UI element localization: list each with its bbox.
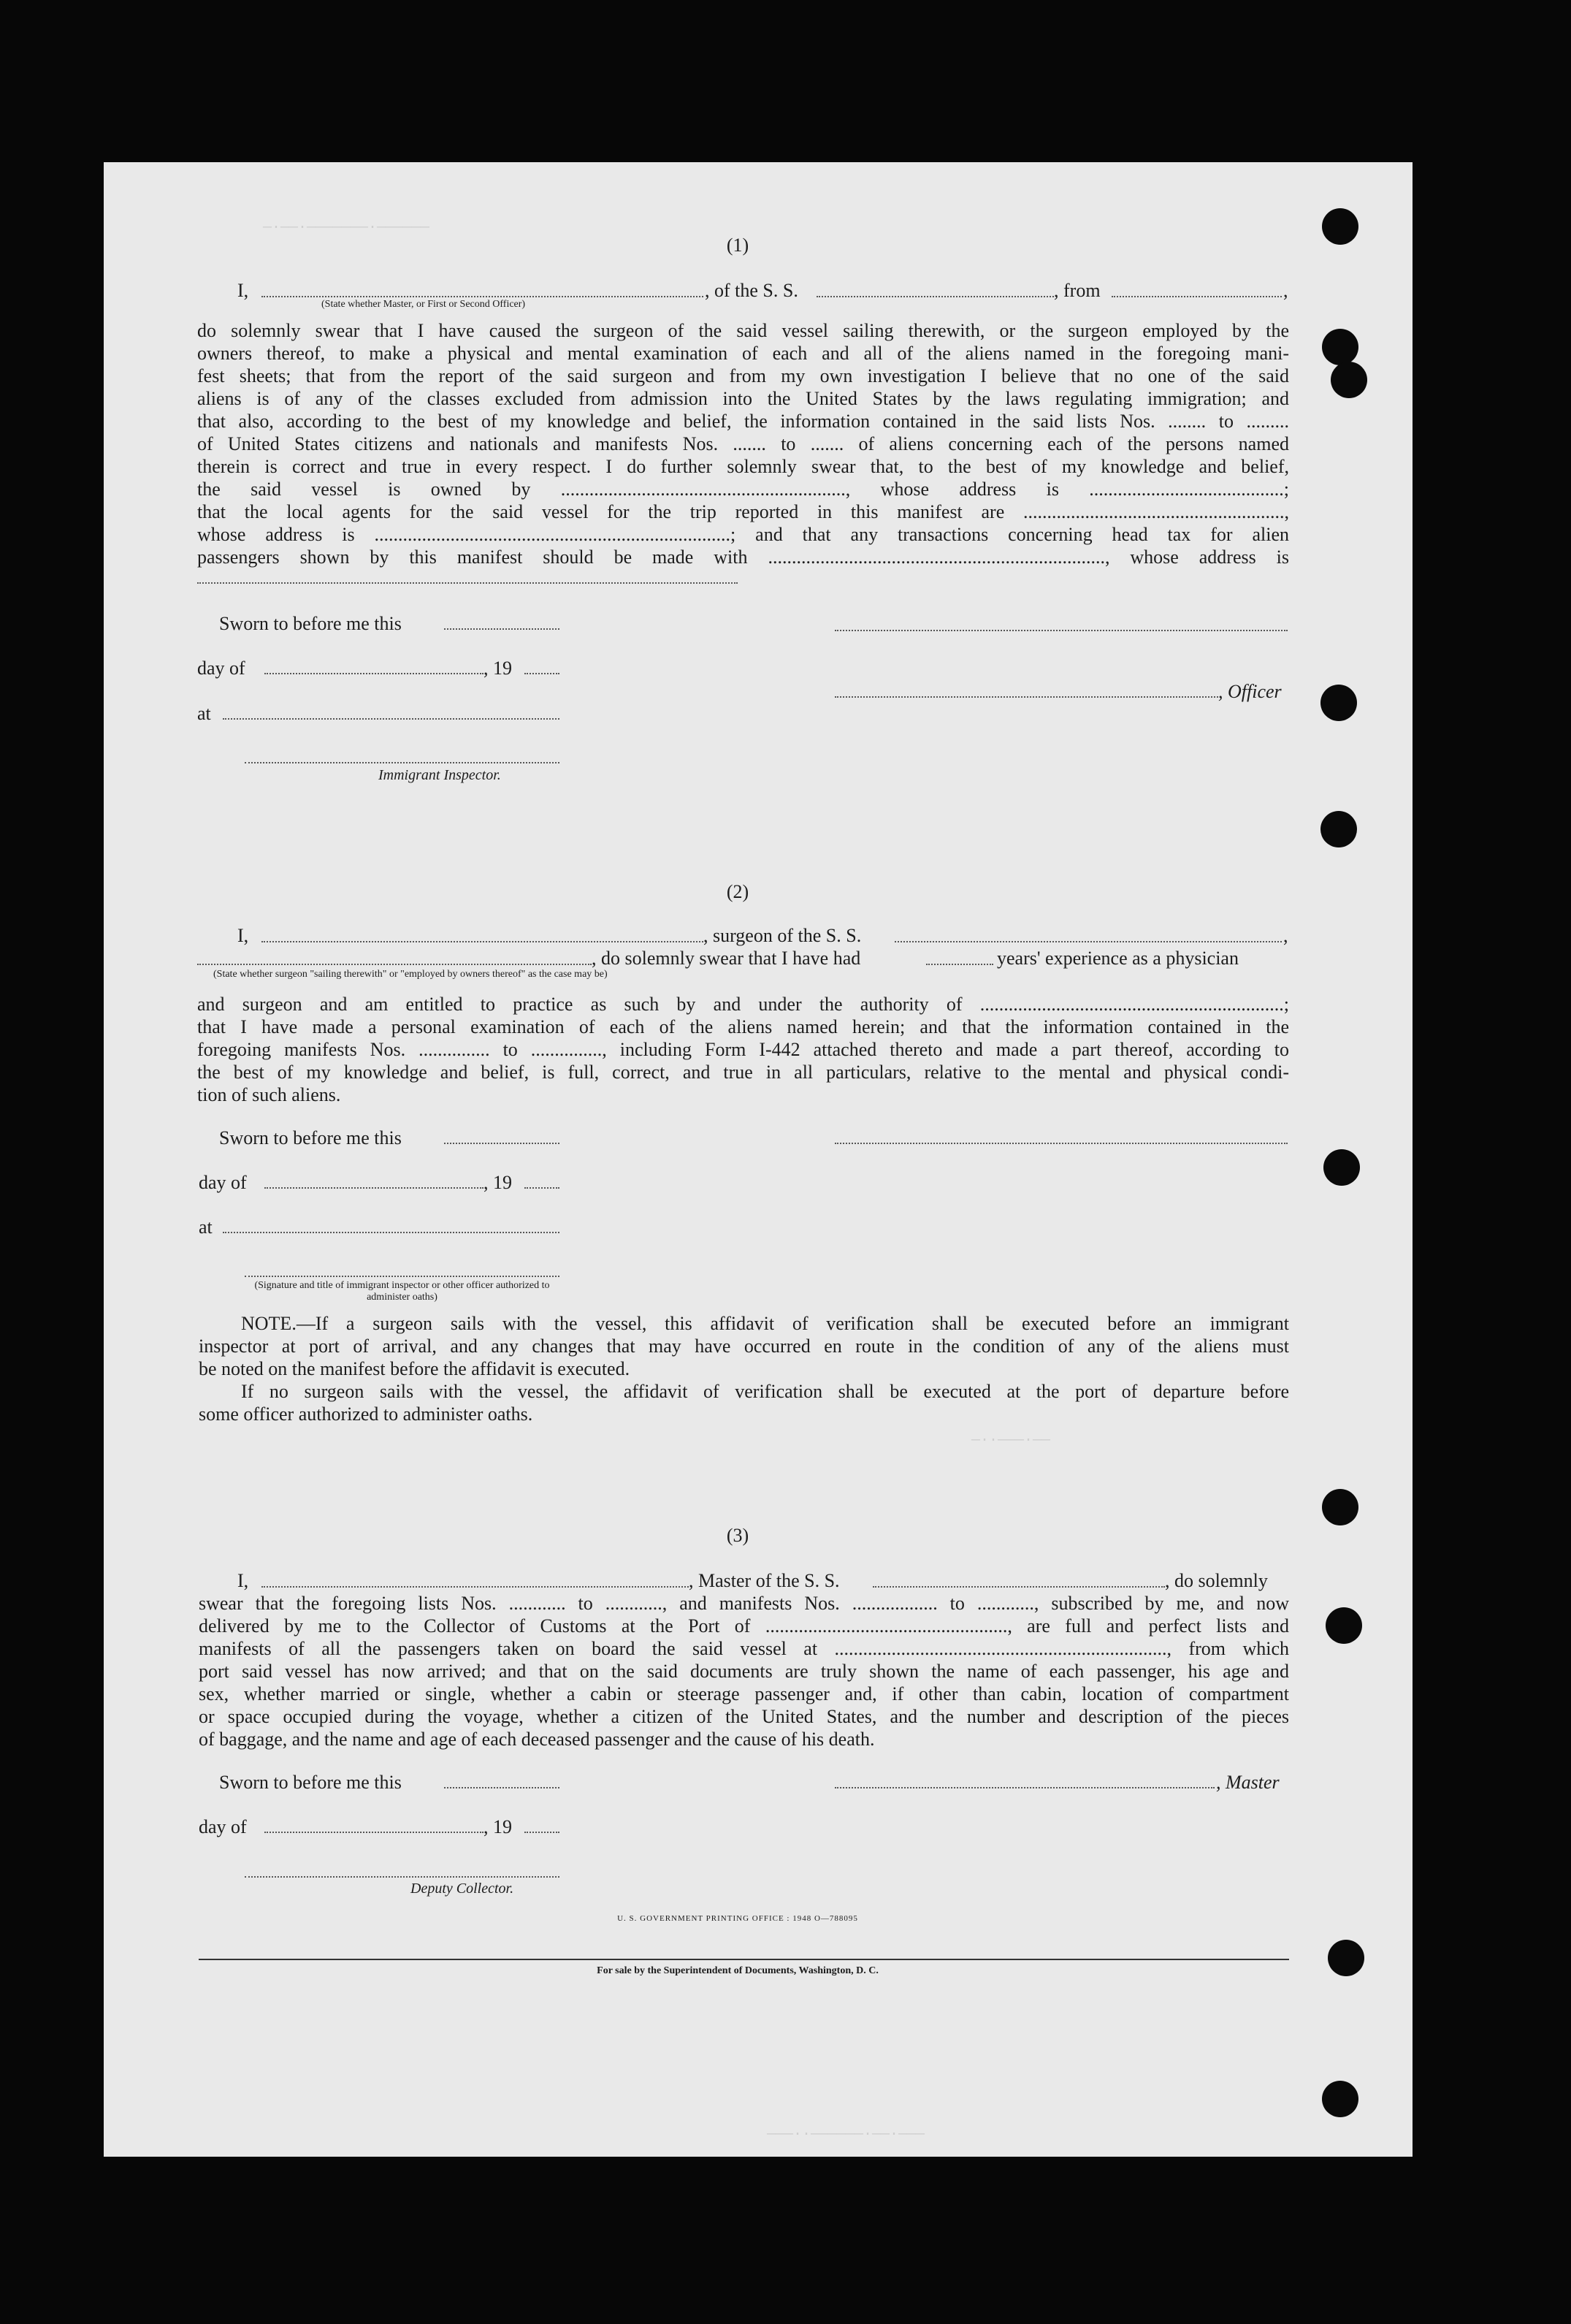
bleed-through-text: ———··——————·——·——— xyxy=(767,2126,925,2143)
master-vessel-field[interactable] xyxy=(873,1586,1165,1588)
surgeon-type-field[interactable] xyxy=(197,964,592,965)
body-line: fest sheets; that from the report of the said surgeon and from my own investigation I believe that no one of the said xyxy=(197,365,1289,386)
section-number: (2) xyxy=(726,881,749,902)
binder-hole xyxy=(1322,1489,1358,1525)
body-line: that the local agents for the said vessel for the trip reported in this manifest are ......................................................., xyxy=(197,501,1289,522)
note-line: NOTE.—If a surgeon sails with the vessel, this affidavit of verification shall be executed before an immigrant xyxy=(241,1313,1289,1334)
inspector-label: Immigrant Inspector. xyxy=(378,767,501,783)
body-line: do solemnly swear that I have caused the surgeon of the said vessel sailing therewith, or the surgeon employed by the xyxy=(197,320,1289,341)
binder-hole xyxy=(1322,329,1358,365)
deputy-label: Deputy Collector. xyxy=(410,1881,514,1897)
year-field[interactable] xyxy=(524,1832,559,1833)
officer-signature-field[interactable] xyxy=(835,696,1218,698)
place-field[interactable] xyxy=(223,718,559,720)
binder-hole xyxy=(1323,1149,1360,1186)
surgeon-of-label: , surgeon of the S. S. xyxy=(703,925,862,946)
binder-hole xyxy=(1320,811,1357,847)
swear-had-label: , do solemnly swear that I have had xyxy=(592,948,861,969)
binder-hole xyxy=(1328,1940,1364,1976)
body-line: swear that the foregoing lists Nos. ............ to ............, and manifests Nos. .................. to ............, subscribed by me, and now xyxy=(199,1593,1289,1614)
opening-i: I, xyxy=(237,925,249,946)
opening-i: I, xyxy=(237,1570,249,1591)
bleed-through-text: —··———·—— xyxy=(971,1432,1051,1449)
body-line: and surgeon and am entitled to practice as such by and under the authority of ................................................................; xyxy=(197,994,1289,1015)
day-of-label: day of xyxy=(199,1172,247,1193)
binder-hole xyxy=(1322,2081,1358,2117)
comma: , xyxy=(1283,925,1288,946)
years-field[interactable] xyxy=(926,964,993,965)
master-label: , Master xyxy=(1216,1772,1280,1793)
body-line: manifests of all the passengers taken on board the said vessel at ......................................................................, from which xyxy=(199,1638,1289,1659)
sworn-label: Sworn to before me this xyxy=(219,1772,402,1793)
binder-hole xyxy=(1320,685,1357,721)
body-line: tion of such aliens. xyxy=(197,1084,341,1105)
from-label: , from xyxy=(1054,280,1101,301)
officer-title-caption: (State whether Master, or First or Second Officer) xyxy=(321,299,526,310)
body-line: that also, according to the best of my knowledge and belief, the information contained in the said lists Nos. ........ to ......... xyxy=(197,411,1289,432)
body-line: passengers shown by this manifest should be made with ......................................................................., whose address is xyxy=(197,546,1289,568)
body-line: sex, whether married or single, whether a cabin or steerage passenger and, if other than cabin, location of compartment xyxy=(199,1683,1289,1704)
vessel-name-field[interactable] xyxy=(817,296,1054,297)
years-experience-label: years' experience as a physician xyxy=(997,948,1239,969)
note-line: some officer authorized to administer oaths. xyxy=(199,1403,533,1425)
body-line: or space occupied during the voyage, whether a citizen of the United States, and the number and description of the pieces xyxy=(199,1706,1289,1727)
body-line: foregoing manifests Nos. ............... to ..............., including Form I-442 attached thereto and made a part thereof, according to xyxy=(197,1039,1289,1060)
month-field[interactable] xyxy=(264,1832,483,1833)
section-number: (3) xyxy=(726,1525,749,1546)
body-line: owners thereof, to make a physical and mental examination of each and all of the aliens named in the foregoing mani- xyxy=(197,343,1289,364)
note-line: If no surgeon sails with the vessel, the affidavit of verification shall be executed at the port of departure before xyxy=(241,1381,1289,1402)
official-signature-field[interactable] xyxy=(245,1276,559,1277)
body-line: port said vessel has now arrived; and that on the said documents are truly shown the name of each passenger, his age and xyxy=(199,1661,1289,1682)
official-signature-caption: (Signature and title of immigrant inspector or other officer authorized to administer oaths) xyxy=(254,1280,550,1303)
master-name-field[interactable] xyxy=(261,1586,689,1588)
body-line: that I have made a personal examination of each of the aliens named herein; and that the information contained in the xyxy=(197,1016,1289,1037)
place-field[interactable] xyxy=(223,1232,559,1233)
body-line: delivered by me to the Collector of Customs at the Port of ..................................................., are full and perfect lists and xyxy=(199,1615,1289,1637)
from-port-field[interactable] xyxy=(1112,296,1282,297)
binder-hole xyxy=(1326,1607,1362,1644)
day-of-label: day of xyxy=(197,658,245,679)
officer-signature-line-top[interactable] xyxy=(835,630,1288,631)
inspector-signature-field[interactable] xyxy=(245,762,559,763)
sworn-date-field[interactable] xyxy=(444,1143,559,1144)
surgeon-type-caption: (State whether surgeon "sailing therewith" or "employed by owners thereof" as the case may be) xyxy=(213,969,608,980)
comma: , xyxy=(1283,280,1288,301)
at-label: at xyxy=(199,1216,213,1238)
binder-hole xyxy=(1322,208,1358,245)
footer-sale-note: For sale by the Superintendent of Documents, Washington, D. C. xyxy=(597,1965,879,1976)
note-line: inspector at port of arrival, and any changes that may have occurred en route in the condition of any of the aliens must xyxy=(199,1336,1289,1357)
body-line: aliens is of any of the classes excluded from admission into the United States by the laws regulating immigration; and xyxy=(197,388,1289,409)
surgeon-signature-field[interactable] xyxy=(835,1143,1288,1144)
body-line: of baggage, and the name and age of each deceased passenger and the cause of his death. xyxy=(199,1729,875,1750)
do-solemnly-label: , do solemnly xyxy=(1165,1570,1268,1591)
gpo-imprint: U. S. GOVERNMENT PRINTING OFFICE : 1948 O—788095 xyxy=(617,1914,858,1923)
body-line: therein is correct and true in every respect. I do further solemnly swear that, to the best of my knowledge and belief, xyxy=(197,456,1289,477)
year-field[interactable] xyxy=(524,1187,559,1189)
sworn-date-field[interactable] xyxy=(444,1787,559,1788)
body-line: the best of my knowledge and belief, is full, correct, and true in all particulars, relative to the mental and physical condi- xyxy=(197,1062,1289,1083)
year-label: , 19 xyxy=(483,1816,512,1837)
address-continuation-field[interactable] xyxy=(197,582,738,584)
sworn-date-field[interactable] xyxy=(444,628,559,630)
at-label: at xyxy=(197,703,211,724)
binder-hole xyxy=(1331,362,1367,398)
section-number: (1) xyxy=(726,235,749,256)
body-line: whose address is ...........................................................................; and that any transactions concerning head tax for alien xyxy=(197,524,1289,545)
master-signature-field[interactable] xyxy=(835,1787,1215,1788)
of-ss-label: , of the S. S. xyxy=(705,280,798,301)
year-label: , 19 xyxy=(483,1172,512,1193)
officer-label: , Officer xyxy=(1218,681,1282,702)
body-line: of United States citizens and nationals and manifests Nos. ....... to ....... of aliens concerning each of the persons named xyxy=(197,433,1289,454)
day-of-label: day of xyxy=(199,1816,247,1837)
year-label: , 19 xyxy=(483,658,512,679)
month-field[interactable] xyxy=(264,1187,483,1189)
sworn-label: Sworn to before me this xyxy=(219,613,402,634)
footer-rule xyxy=(199,1959,1289,1960)
deputy-signature-field[interactable] xyxy=(245,1876,559,1878)
body-line: the said vessel is owned by ............................................................, whose address is .........................................; xyxy=(197,479,1289,500)
surgeon-vessel-field[interactable] xyxy=(895,941,1282,942)
year-field[interactable] xyxy=(524,673,559,674)
note-line: be noted on the manifest before the affidavit is executed. xyxy=(199,1358,630,1379)
month-field[interactable] xyxy=(264,673,483,674)
opening-i: I, xyxy=(237,280,249,301)
sworn-label: Sworn to before me this xyxy=(219,1127,402,1148)
officer-title-field[interactable] xyxy=(261,296,703,297)
bleed-through-text: —·——·———————·—————— xyxy=(263,219,430,236)
surgeon-name-field[interactable] xyxy=(261,941,703,942)
master-of-label: , Master of the S. S. xyxy=(689,1570,840,1591)
